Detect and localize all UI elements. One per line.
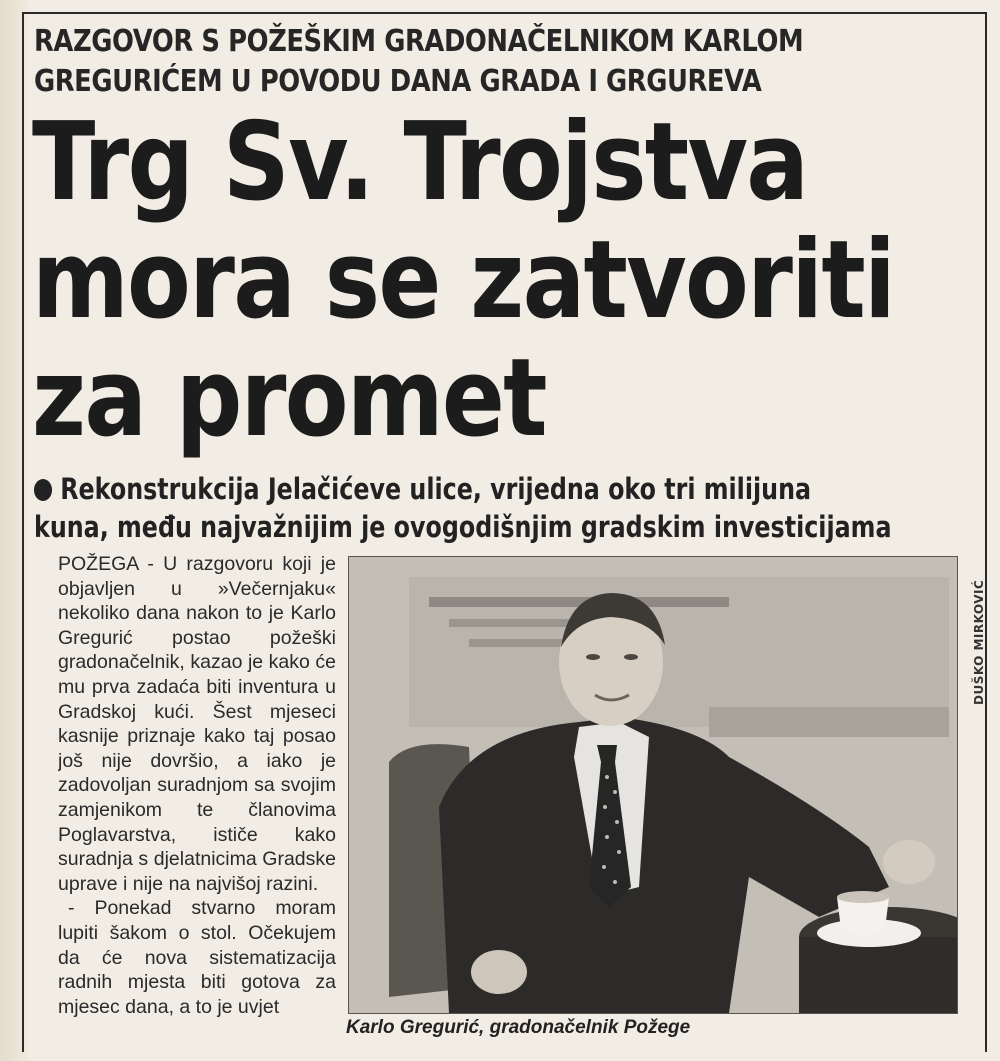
headline-line-3: za promet	[32, 336, 546, 461]
photo-credit-text: DUŠKO MIRKOVIĆ	[972, 579, 986, 705]
bullet-icon	[34, 479, 52, 501]
headline-line-2: mora se zatvoriti	[32, 218, 895, 343]
deck-line-1	[34, 470, 936, 508]
article-body	[58, 552, 336, 1057]
body-paragraph: - Ponekad stvarno moram lupiti šakom o stol. Očekujem da će nova sistematizacija radnih mjesta biti gotova za mjesec dana, a to je uvjet	[58, 897, 336, 1018]
deck	[34, 470, 936, 546]
kicker	[34, 22, 842, 102]
portrait-illustration	[349, 557, 957, 1013]
headline	[32, 100, 895, 461]
kicker-line-1: RAZGOVOR S POŽEŠKIM GRADONAČELNIKOM KARLOM	[34, 24, 804, 59]
deck-line-2: kuna, među najvažnijim je ovogodišnjim gradskim investicijama	[34, 510, 892, 544]
headline-line-1: Trg Sv. Trojstva	[32, 100, 808, 225]
body-paragraph: POŽEGA - U razgovoru koji je objavljen u »Večernjaku« nekoliko dana nakon to je Karlo Gregurić postao požeški gradonačelnik, kazao je kako će mu prva zadaća biti inventura u Gradskoj kući. Šest mjeseci kasnije priznaje kako taj posao još nije dovršio, a iako je zadovoljan suradnjom sa svojim zamjenikom te članovima Poglavarstva, ističe kako suradnja s djelatnicima Gradske uprave i nije na najvišoj razini.	[58, 553, 336, 895]
kicker-line-2: GREGURIĆEM U POVODU DANA GRADA I GRGUREVA	[34, 64, 762, 99]
portrait-photo	[348, 556, 958, 1014]
deck-text-1: Rekonstrukcija Jelačićeve ulice, vrijedna oko tri milijuna	[60, 472, 812, 506]
photo-credit	[958, 560, 998, 710]
photo-caption: Karlo Gregurić, gradonačelnik Požege	[346, 1017, 691, 1038]
